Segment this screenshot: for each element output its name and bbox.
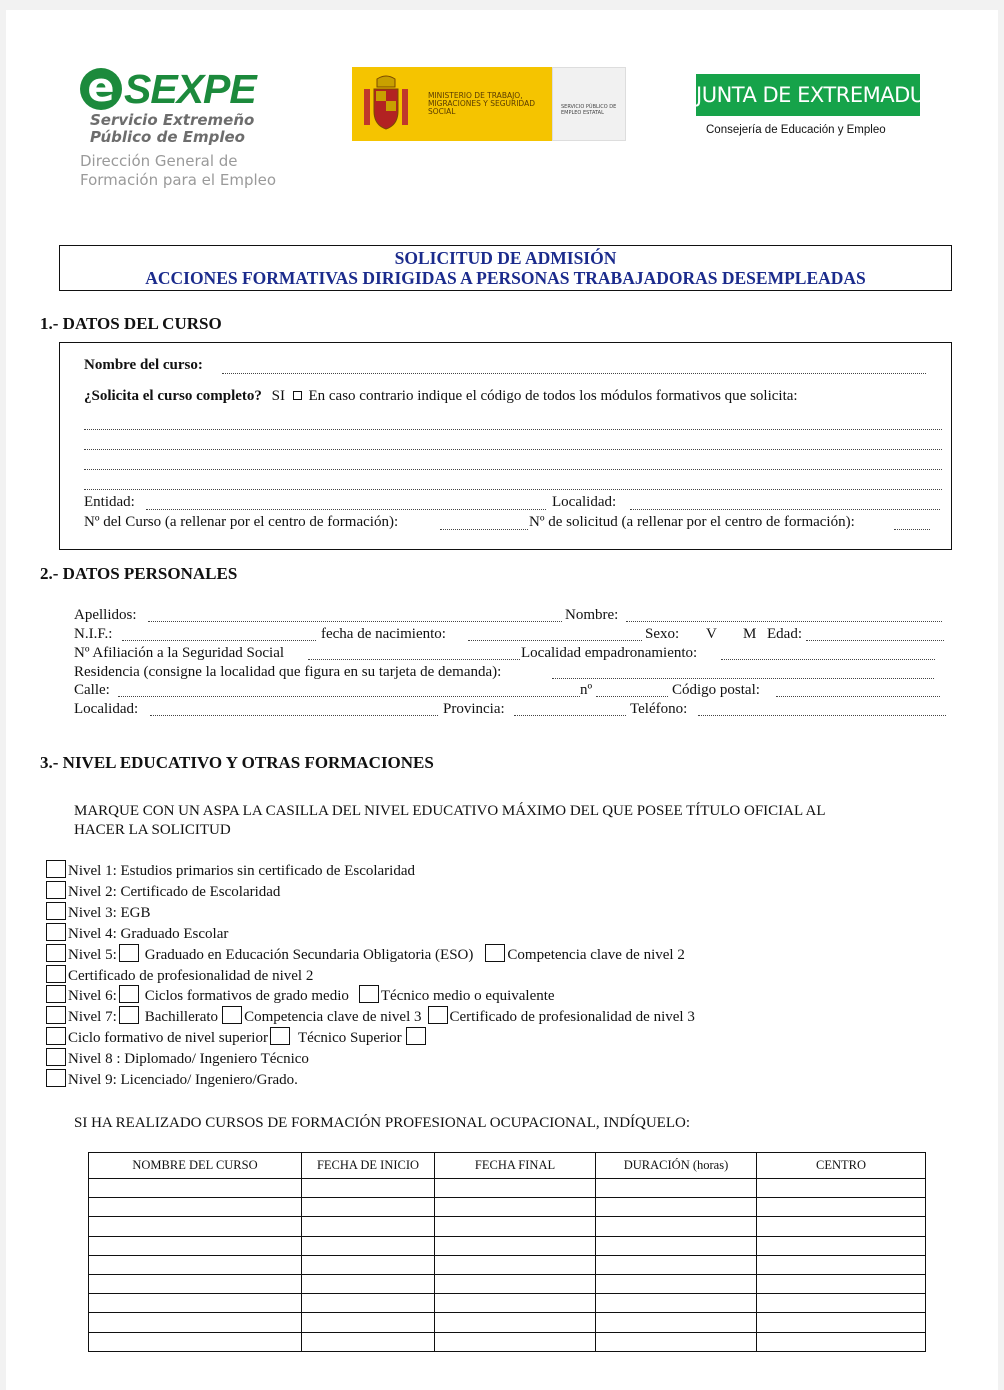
course-data-box: [59, 342, 952, 550]
col-nombre-curso: NOMBRE DEL CURSO: [89, 1153, 302, 1179]
nivel3-checkbox[interactable]: [46, 902, 66, 920]
nivel7-row: [46, 1006, 695, 1027]
num-curso-label: Nº del Curso (a rellenar por el centro de formación):: [84, 514, 399, 530]
table-cell[interactable]: [757, 1236, 926, 1255]
table-cell[interactable]: [435, 1313, 596, 1332]
table-cell[interactable]: [302, 1255, 435, 1274]
sepe-text: SERVICIO PÚBLICO DE EMPLEO ESTATAL: [561, 104, 617, 116]
nombre-field[interactable]: [626, 621, 942, 622]
nivel2-checkbox[interactable]: [46, 881, 66, 899]
junta-logo: JUNTA DE EXTREMADURA: [696, 74, 920, 116]
solicita-label: ¿Solicita el curso completo?: [84, 388, 262, 404]
nivel2-label: Nivel 2: Certificado de Escolaridad: [68, 884, 281, 900]
contrario-text: En caso contrario indique el código de todos los módulos formativos que solicita:: [308, 388, 798, 404]
form-title: [59, 245, 952, 291]
col-fecha-inicio: FECHA DE INICIO: [302, 1153, 435, 1179]
nombre-curso-field[interactable]: [222, 373, 926, 374]
nivel7-cert3-checkbox[interactable]: [428, 1006, 448, 1024]
table-cell[interactable]: [757, 1217, 926, 1236]
num-solicitud-label: Nº de solicitud (a rellenar por el centro de formación):: [529, 514, 855, 530]
localidad-curso-label: Localidad:: [552, 494, 617, 510]
localidad-field[interactable]: [150, 715, 438, 716]
nivel1-checkbox[interactable]: [46, 860, 66, 878]
nivel3-row: [46, 902, 151, 923]
nivel6-tecnico-checkbox[interactable]: [359, 985, 379, 1003]
nivel7-bachillerato-label: Bachillerato: [144, 1009, 219, 1025]
table-cell[interactable]: [302, 1217, 435, 1236]
sepe-box: [552, 67, 626, 141]
nivel5-row: [46, 944, 685, 965]
edad-label: Edad:: [767, 626, 802, 642]
table-row: [89, 1274, 926, 1293]
localidad-curso-field[interactable]: [630, 509, 940, 510]
entidad-field[interactable]: [146, 509, 546, 510]
codigo-postal-label: Código postal:: [672, 682, 760, 698]
consejeria-text: Consejería de Educación y Empleo: [706, 124, 886, 136]
entidad-label: Entidad:: [84, 494, 135, 510]
table-cell[interactable]: [757, 1179, 926, 1198]
table-row: [89, 1236, 926, 1255]
table-row: [89, 1217, 926, 1236]
localidad-empadronamiento-field[interactable]: [721, 659, 935, 660]
table-row: [89, 1198, 926, 1217]
section1-heading: 1.- DATOS DEL CURSO: [40, 314, 222, 333]
dg-line1: Dirección General de: [80, 152, 238, 170]
fecha-nacimiento-label: fecha de nacimiento:: [321, 626, 446, 642]
cert2-checkbox[interactable]: [46, 965, 66, 983]
ministerio-banner: [352, 67, 552, 141]
table-cell[interactable]: [302, 1274, 435, 1293]
col-centro: CENTRO: [757, 1153, 926, 1179]
nivel6-ciclo-label: Ciclos formativos de grado medio: [144, 988, 349, 1004]
si-label: SI: [271, 388, 285, 404]
numero-label: nº: [580, 682, 593, 698]
table-cell[interactable]: [596, 1217, 757, 1236]
sexpe-sub-line2: Público de Empleo: [90, 128, 245, 146]
table-cell[interactable]: [435, 1274, 596, 1293]
nivel5-checkbox[interactable]: [46, 944, 66, 962]
nivel1-label: Nivel 1: Estudios primarios sin certificado de Escolaridad: [68, 863, 415, 879]
sexpe-subtitle: [90, 112, 254, 146]
table-cell[interactable]: [435, 1217, 596, 1236]
table-cell[interactable]: [89, 1294, 302, 1313]
table-cell[interactable]: [435, 1179, 596, 1198]
nivel6-label: Nivel 6:: [68, 988, 117, 1004]
table-cell[interactable]: [89, 1332, 302, 1351]
edad-field[interactable]: [806, 640, 944, 641]
modulos-line-1[interactable]: [84, 429, 942, 430]
ciclo-superior-opt-checkbox[interactable]: [270, 1027, 290, 1045]
table-cell[interactable]: [435, 1332, 596, 1351]
instruction-line2: HACER LA SOLICITUD: [74, 822, 231, 838]
nivel4-label: Nivel 4: Graduado Escolar: [68, 926, 229, 942]
sexpe-sub-line1: Servicio Extremeño: [90, 111, 255, 129]
modulos-line-2[interactable]: [84, 449, 942, 450]
table-cell[interactable]: [89, 1313, 302, 1332]
table-cell[interactable]: [435, 1294, 596, 1313]
table-cell[interactable]: [435, 1255, 596, 1274]
table-row: [89, 1332, 926, 1351]
nivel8-row: [46, 1048, 309, 1069]
table-cell[interactable]: [757, 1332, 926, 1351]
col-duracion: DURACIÓN (horas): [596, 1153, 757, 1179]
afiliacion-label: Nº Afiliación a la Seguridad Social: [74, 645, 285, 661]
num-solicitud-field[interactable]: [894, 529, 930, 530]
provincia-label: Provincia:: [443, 701, 505, 717]
tecnico-superior-label: Técnico Superior: [297, 1030, 402, 1046]
sexo-m-option[interactable]: M: [743, 626, 757, 642]
localidad-label: Localidad:: [74, 701, 139, 717]
table-row: [89, 1294, 926, 1313]
nivel9-checkbox[interactable]: [46, 1069, 66, 1087]
residencia-label: Residencia (consigne la localidad que figura en su tarjeta de demanda):: [74, 664, 502, 680]
nivel9-label: Nivel 9: Licenciado/ Ingeniero/Grado.: [68, 1072, 298, 1088]
table-row: [89, 1255, 926, 1274]
nivel6-row: [46, 985, 555, 1006]
afiliacion-field[interactable]: [308, 659, 520, 660]
codigo-postal-field[interactable]: [776, 696, 940, 697]
table-cell[interactable]: [89, 1198, 302, 1217]
title-line1: SOLICITUD DE ADMISIÓN: [394, 248, 617, 268]
table-cell[interactable]: [435, 1198, 596, 1217]
apellidos-label: Apellidos:: [74, 607, 137, 623]
residencia-field[interactable]: [552, 678, 934, 679]
table-cell[interactable]: [596, 1294, 757, 1313]
table-cell[interactable]: [435, 1236, 596, 1255]
nivel7-label: Nivel 7:: [68, 1009, 117, 1025]
nivel5-competencia-checkbox[interactable]: [485, 944, 505, 962]
cert2-row: [46, 965, 313, 986]
table-cell[interactable]: [757, 1274, 926, 1293]
courses-header-row: [89, 1153, 926, 1179]
nombre-curso-label: Nombre del curso:: [84, 357, 203, 373]
col-fecha-final: FECHA FINAL: [435, 1153, 596, 1179]
table-cell[interactable]: [89, 1217, 302, 1236]
courses-table: [88, 1152, 926, 1352]
table-cell[interactable]: [596, 1255, 757, 1274]
nivel4-checkbox[interactable]: [46, 923, 66, 941]
num-curso-field[interactable]: [440, 529, 528, 530]
table-cell[interactable]: [596, 1179, 757, 1198]
sexpe-e-icon: e: [80, 68, 122, 110]
table-cell[interactable]: [302, 1198, 435, 1217]
numero-field[interactable]: [596, 696, 668, 697]
nivel6-checkbox[interactable]: [46, 985, 66, 1003]
nivel3-label: Nivel 3: EGB: [68, 905, 151, 921]
section3-heading: 3.- NIVEL EDUCATIVO Y OTRAS FORMACIONES: [40, 753, 434, 772]
nivel6-ciclo-checkbox[interactable]: [119, 985, 139, 1003]
apellidos-field[interactable]: [148, 621, 562, 622]
nivel7-competencia-label: Competencia clave de nivel 3: [244, 1009, 422, 1025]
instruction-text: [74, 802, 826, 840]
table-row: [89, 1313, 926, 1332]
coat-of-arms-icon: [360, 75, 412, 133]
nivel9-row: [46, 1069, 298, 1090]
tecnico-superior-checkbox[interactable]: [406, 1027, 426, 1045]
nombre-label: Nombre:: [565, 607, 619, 623]
calle-field[interactable]: [118, 696, 580, 697]
table-cell[interactable]: [757, 1313, 926, 1332]
ciclo-superior-row: [46, 1027, 428, 1048]
ministerio-text: MINISTERIO DE TRABAJO, MIGRACIONES Y SEGURIDAD SOCIAL: [428, 91, 535, 116]
calle-label: Calle:: [74, 682, 110, 698]
table-cell[interactable]: [89, 1255, 302, 1274]
table-cell[interactable]: [302, 1179, 435, 1198]
nivel7-competencia-checkbox[interactable]: [222, 1006, 242, 1024]
nivel7-checkbox[interactable]: [46, 1006, 66, 1024]
table-cell[interactable]: [89, 1274, 302, 1293]
table-cell[interactable]: [302, 1236, 435, 1255]
sexo-label: Sexo:: [645, 626, 680, 642]
nivel6-tecnico-label: Técnico medio o equivalente: [380, 988, 555, 1004]
nif-field[interactable]: [122, 640, 316, 641]
ciclo-superior-checkbox[interactable]: [46, 1027, 66, 1045]
table-cell[interactable]: [757, 1198, 926, 1217]
si-checkbox[interactable]: [293, 391, 302, 400]
nivel2-row: [46, 881, 280, 902]
table-cell[interactable]: [596, 1313, 757, 1332]
table-cell[interactable]: [302, 1313, 435, 1332]
section2-heading: 2.- DATOS PERSONALES: [40, 564, 238, 583]
modulos-line-4[interactable]: [84, 489, 942, 490]
nivel7-cert3-label: Certificado de profesionalidad de nivel 3: [449, 1009, 695, 1025]
ministerio-logo: [352, 67, 626, 141]
form-page: [6, 10, 998, 1390]
sexo-v-option[interactable]: V: [706, 626, 717, 642]
ciclo-superior-label: Ciclo formativo de nivel superior: [68, 1030, 268, 1046]
fecha-nacimiento-field[interactable]: [468, 640, 642, 641]
nivel7-bachillerato-checkbox[interactable]: [119, 1006, 139, 1024]
nivel1-row: [46, 860, 415, 881]
table-cell[interactable]: [302, 1294, 435, 1313]
table-cell[interactable]: [89, 1236, 302, 1255]
title-line2: ACCIONES FORMATIVAS DIRIGIDAS A PERSONAS TRABAJADORAS DESEMPLEADAS: [145, 268, 866, 288]
telefono-label: Teléfono:: [630, 701, 688, 717]
nif-label: N.I.F.:: [74, 626, 113, 642]
courses-heading: SI HA REALIZADO CURSOS DE FORMACIÓN PROFESIONAL OCUPACIONAL, INDÍQUELO:: [74, 1115, 691, 1131]
modulos-line-3[interactable]: [84, 469, 942, 470]
nivel5-competencia-label: Competencia clave de nivel 2: [507, 947, 685, 963]
nivel8-checkbox[interactable]: [46, 1048, 66, 1066]
table-cell[interactable]: [596, 1274, 757, 1293]
nivel4-row: [46, 923, 228, 944]
table-cell[interactable]: [302, 1332, 435, 1351]
table-cell[interactable]: [89, 1179, 302, 1198]
nivel8-label: Nivel 8 : Diplomado/ Ingeniero Técnico: [68, 1051, 309, 1067]
telefono-field[interactable]: [698, 715, 946, 716]
provincia-field[interactable]: [514, 715, 626, 716]
direccion-general: [80, 152, 276, 190]
table-cell[interactable]: [596, 1236, 757, 1255]
sexpe-wordmark: SEXPE: [124, 66, 256, 112]
table-cell[interactable]: [596, 1332, 757, 1351]
dg-line2: Formación para el Empleo: [80, 171, 277, 189]
nivel5-eso-checkbox[interactable]: [119, 944, 139, 962]
table-cell[interactable]: [596, 1198, 757, 1217]
nivel5-label: Nivel 5:: [68, 947, 117, 963]
nivel5-eso-label: Graduado en Educación Secundaria Obligatoria (ESO): [144, 947, 474, 963]
solicita-row: [84, 388, 798, 405]
localidad-empadronamiento-label: Localidad empadronamiento:: [521, 645, 698, 661]
table-cell[interactable]: [757, 1255, 926, 1274]
table-cell[interactable]: [757, 1294, 926, 1313]
table-row: [89, 1179, 926, 1198]
cert2-label: Certificado de profesionalidad de nivel 2: [68, 968, 314, 984]
instruction-line1: MARQUE CON UN ASPA LA CASILLA DEL NIVEL EDUCATIVO MÁXIMO DEL QUE POSEE TÍTULO OFICIAL AL: [74, 803, 826, 819]
